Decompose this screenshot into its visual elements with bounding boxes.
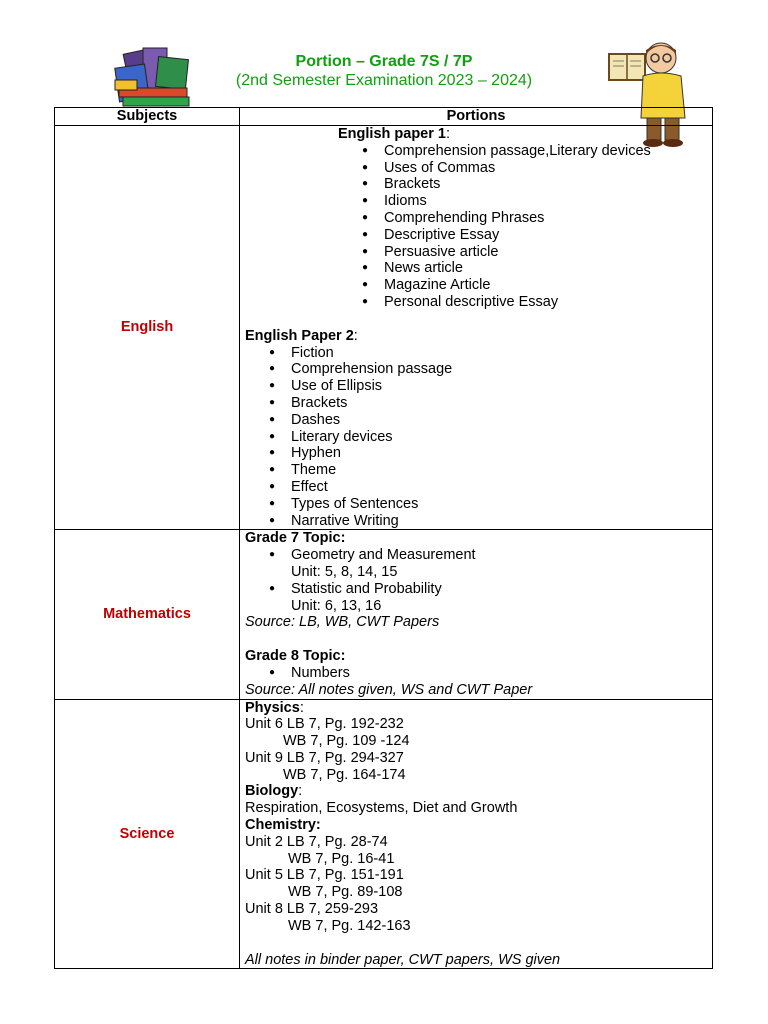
math-grade7-source: Source: LB, WB, CWT Papers	[245, 614, 440, 631]
chemistry-line: WB 7, Pg. 16-41	[288, 850, 395, 867]
math-grade8-list	[245, 665, 712, 682]
header-subjects: Subjects	[55, 108, 240, 126]
science-notes: All notes in binder paper, CWT papers, WS given	[245, 951, 561, 968]
list-item: ● Numbers	[245, 665, 712, 682]
list-item: ● Personal descriptive Essay	[245, 294, 712, 311]
math-grade8-source: Source: All notes given, WS and CWT Paper	[245, 681, 533, 698]
english-paper1-heading: English paper 1:	[338, 126, 451, 142]
physics-line: Unit 6 LB 7, Pg. 192-232	[245, 716, 404, 733]
list-item: ● Idioms	[245, 193, 712, 210]
physics-line: Unit 9 LB 7, Pg. 294-327	[245, 749, 404, 766]
math-portions	[240, 530, 713, 699]
title-subtitle: (2nd Semester Examination 2023 – 2024)	[235, 72, 533, 89]
list-item: ● Comprehension passage,Literary devices	[245, 143, 712, 160]
math-grade7-list	[245, 547, 712, 564]
math-grade8-heading: Grade 8 Topic:	[245, 648, 346, 665]
title-main: Portion – Grade 7S / 7P	[295, 53, 473, 70]
english-paper2-heading: English Paper 2:	[245, 327, 358, 344]
math-grade7-list-2	[245, 581, 712, 598]
math-units-2: Unit: 6, 13, 16	[291, 597, 382, 614]
list-item: ● Literary devices	[245, 429, 712, 446]
list-item: ● Fiction	[245, 345, 712, 362]
biology-text: Respiration, Ecosystems, Diet and Growth	[245, 800, 518, 817]
english-paper1-list	[245, 143, 712, 311]
list-item: ● Magazine Article	[245, 277, 712, 294]
list-item: ● Statistic and Probability	[245, 581, 712, 598]
list-item: ● Effect	[245, 479, 712, 496]
list-item: ● Brackets	[245, 395, 712, 412]
english-paper2-list	[245, 345, 712, 530]
list-item: ● News article	[245, 260, 712, 277]
science-row	[55, 699, 713, 969]
math-row	[55, 530, 713, 699]
list-item: ● Types of Sentences	[245, 496, 712, 513]
chemistry-line: Unit 8 LB 7, 259-293	[245, 901, 379, 918]
chemistry-line: WB 7, Pg. 89-108	[288, 884, 403, 901]
chemistry-line: Unit 5 LB 7, Pg. 151-191	[245, 867, 404, 884]
list-item: ● Narrative Writing	[245, 513, 712, 530]
list-item: ● Persuasive article	[245, 244, 712, 261]
chemistry-line: Unit 2 LB 7, Pg. 28-74	[245, 833, 388, 850]
subject-science: Science	[55, 699, 240, 969]
list-item: ● Dashes	[245, 412, 712, 429]
biology-heading: Biology:	[245, 783, 303, 800]
table-header-row	[55, 108, 713, 126]
header-portions: Portions	[240, 108, 713, 126]
chemistry-heading: Chemistry:	[245, 817, 321, 834]
physics-heading: Physics:	[245, 699, 304, 716]
document-title	[0, 52, 768, 90]
english-portions	[240, 126, 713, 530]
subject-english: English	[55, 126, 240, 530]
list-item: ● Comprehension passage	[245, 361, 712, 378]
list-item: ● Comprehending Phrases	[245, 210, 712, 227]
list-item: ● Brackets	[245, 176, 712, 193]
list-item: ● Descriptive Essay	[245, 227, 712, 244]
portion-table	[54, 107, 713, 969]
english-row	[55, 126, 713, 530]
science-portions	[240, 699, 713, 969]
list-item: ● Hyphen	[245, 445, 712, 462]
math-units-1: Unit: 5, 8, 14, 15	[291, 563, 398, 580]
list-item: ● Theme	[245, 462, 712, 479]
physics-line: WB 7, Pg. 109 -124	[283, 733, 410, 750]
list-item: ● Use of Ellipsis	[245, 378, 712, 395]
list-item: ● Geometry and Measurement	[245, 547, 712, 564]
list-item: ● Uses of Commas	[245, 160, 712, 177]
chemistry-line: WB 7, Pg. 142-163	[288, 917, 411, 934]
physics-line: WB 7, Pg. 164-174	[283, 766, 406, 783]
subject-mathematics: Mathematics	[55, 530, 240, 699]
math-grade7-heading: Grade 7 Topic:	[245, 530, 346, 547]
